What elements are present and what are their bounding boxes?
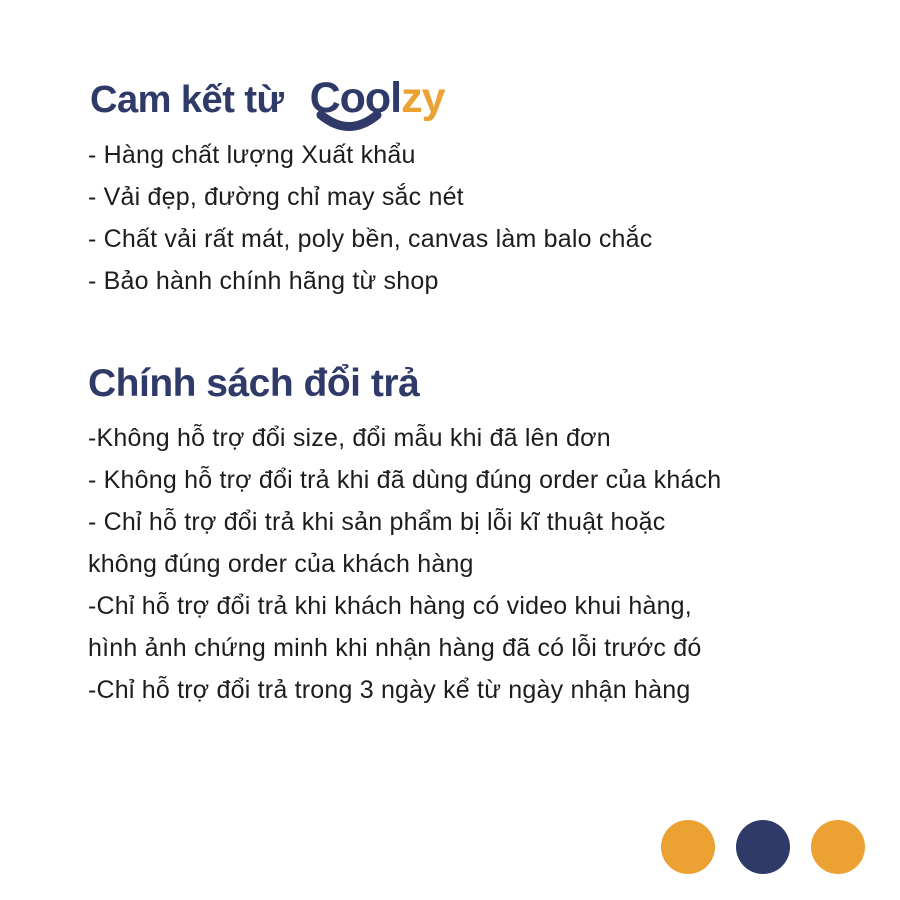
commitment-item: - Hàng chất lượng Xuất khẩu: [88, 141, 416, 169]
commitment-item: - Bảo hành chính hãng từ shop: [88, 267, 439, 295]
policy-line: không đúng order của khách hàng: [88, 550, 474, 578]
coolzy-logo-text-orange: zy: [401, 74, 445, 122]
policy-heading: Chính sách đổi trả: [88, 362, 420, 405]
footer-dots: [661, 820, 865, 874]
dot-orange-left: [661, 820, 715, 874]
commitments-list: [88, 134, 652, 302]
policy-line: - Chỉ hỗ trợ đổi trả khi sản phẩm bị lỗi kĩ thuật hoặc: [88, 508, 666, 536]
commitments-heading: Cam kết từ: [90, 79, 284, 121]
dot-orange-right: [811, 820, 865, 874]
commitment-item: - Chất vải rất mát, poly bền, canvas làm balo chắc: [88, 225, 653, 253]
policy-line: -Chỉ hỗ trợ đổi trả khi khách hàng có video khui hàng,: [88, 592, 692, 620]
policy-line: hình ảnh chứng minh khi nhận hàng đã có lỗi trước đó: [88, 634, 702, 662]
policy-line: -Chỉ hỗ trợ đổi trả trong 3 ngày kể từ ngày nhận hàng: [88, 676, 691, 704]
commitments-header: [90, 76, 445, 124]
commitment-item: - Vải đẹp, đường chỉ may sắc nét: [88, 183, 464, 211]
policy-line: - Không hỗ trợ đổi trả khi đã dùng đúng order của khách: [88, 466, 722, 494]
policy-list: [88, 417, 721, 711]
coolzy-logo-text-navy: Cool: [309, 74, 402, 122]
coolzy-logo: [310, 76, 445, 120]
policy-line: -Không hỗ trợ đổi size, đổi mẫu khi đã lên đơn: [88, 424, 611, 452]
dot-navy-center: [736, 820, 790, 874]
